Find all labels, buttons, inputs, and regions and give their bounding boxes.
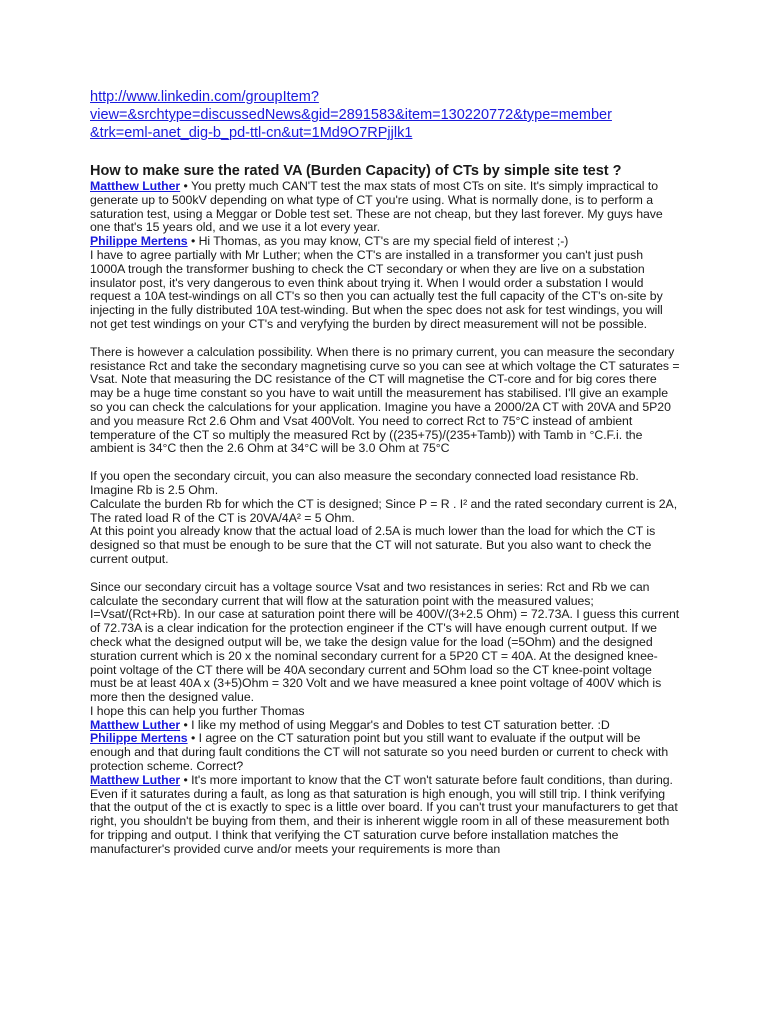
paragraph: Calculate the burden Rb for which the CT is designed; Since P = R . I² and the rated secondary current is 2A, The rated load R of the CT is 20VA/4A² = 5 Ohm. <box>90 496 678 525</box>
paragraph: At this point you already know that the actual load of 2.5A is much lower than the load for which the CT is designed so that must be enough to be sure that the CT will not saturate. But you also want to check the current output. <box>90 524 656 566</box>
paragraph-gap <box>90 456 680 470</box>
paragraph: I hope this can help you further Thomas <box>90 703 305 718</box>
post-matthew-1 <box>90 180 680 235</box>
paragraph: If you open the secondary circuit, you can also measure the secondary connected load resistance Rb. Imagine Rb is 2.5 Ohm. <box>90 469 639 497</box>
post-philippe-2 <box>90 732 680 773</box>
author-link-matthew[interactable]: Matthew Luther <box>90 179 181 193</box>
post-text: • It's more important to know that the CT won't saturate before fault conditions, than during. Even if it saturates during a fault, as long as that saturation is high enough, you will still trip. I think verifying that the output of the ct is exactly to spec is a little over board. If you can't trust your manufacturers to get that right, you shouldn't be buying from them, and their is inherent wiggle room in all of these measurement both for tripping and output. I think that verifying the CT saturation curve before installation matches the manufacturer's provided curve and/or meets your requirements is more than <box>90 772 678 856</box>
post-text: • I agree on the CT saturation point but you still want to evaluate if the output will be enough and that during fault conditions the CT will not saturate so you need burden or current to check with protection scheme. Correct? <box>90 731 669 774</box>
linkedin-link[interactable] <box>90 88 680 142</box>
paragraph: Since our secondary circuit has a voltage source Vsat and two resistances in series: Rct and Rb we can calculate the secondary current that will flow at the saturation point with the measured values; I=Vsat/(Rct+Rb). In our case at saturation point there will be 400V/(3+2.5 Ohm) = 72.73A. I guess this current of 72.73A is a clear indication for the protection engineer if the CT's will have enough current output. If we check what the designed output will be, we take the design value for the load (=5Ohm) and the designed sturation current which is 20 x the nominal secondary current for a 5P20 CT = 40A. At the designed knee-point voltage of the CT there will be 40A secondary current and 5Ohm load so the CT knee-point voltage must be at least 40A x (3+5)Ohm = 320 Volt and we have measured a knee point voltage of 400V which is more then the designed value. <box>90 579 680 705</box>
link-line-3[interactable]: &trk=eml-anet_dig-b_pd-ttl-cn&ut=1Md9O7RPjjlk1 <box>90 125 413 141</box>
link-line-1[interactable]: http://www.linkedin.com/groupItem? <box>90 89 319 105</box>
post-text: • You pretty much CAN'T test the max stats of most CTs on site. It's simply impractical to generate up to 500kV depending on what type of CT you're using. What is normally done, is to perform a saturation test, using a Meggar or Doble test set. These are not cheap, but they last forever. My guys have one that's 15 years old, and we use it a lot every year. <box>90 179 663 235</box>
discussion-body <box>90 180 680 857</box>
author-link-matthew[interactable]: Matthew Luther <box>90 717 181 732</box>
post-text: • Hi Thomas, as you may know, CT's are my special field of interest ;-) <box>187 234 569 249</box>
link-line-2[interactable]: view=&srchtype=discussedNews&gid=2891583&item=130220772&type=member <box>90 107 612 123</box>
document-page <box>90 88 680 857</box>
paragraph: I have to agree partially with Mr Luther; when the CT's are installed in a transformer you can't just push 1000A trough the transformer bushing to check the CT secondary or when they are live on a substation insulator post, it's very dangerous to even think about trying it. When I would order a substation I would request a 10A test-windings on all CT's so then you can actually test the full capacity of the CT's on-site by injecting in the fully distributed 10A test-winding. But when the spec does not ask for test windings, you will not get test windings on your CT's and veryfying the burden by direct measurement will not be possible. <box>90 247 663 331</box>
post-matthew-2 <box>90 719 680 733</box>
discussion-title: How to make sure the rated VA (Burden Capacity) of CTs by simple site test ? <box>90 163 622 179</box>
paragraph-gap <box>90 332 680 346</box>
post-matthew-3 <box>90 774 680 857</box>
author-link-philippe[interactable]: Philippe Mertens <box>90 731 188 746</box>
author-link-philippe[interactable]: Philippe Mertens <box>90 234 188 249</box>
paragraph-gap <box>90 567 680 581</box>
author-link-matthew[interactable]: Matthew Luther <box>90 772 181 787</box>
post-philippe-1 <box>90 235 680 249</box>
paragraph: There is however a calculation possibility. When there is no primary current, you can measure the secondary resistance Rct and take the secondary magnetising curve so you can see at which voltage the CT saturates = Vsat. Note that measuring the DC resistance of the CT will magnetise the CT-core and for big cores there may be a huge time constant so you have to wait untill the measurement has stabilised. I'll give an example so you can check the calculations for your application. Imagine you have a 2000/2A CT with 20VA and 5P20 and you measure Rct 2.6 Ohm and Vsat 400Volt. You need to correct Rct to 75°C instead of ambient temperature of the CT so multiply the measured Rct by ((235+75)/(235+Tamb)) with Tamb in °C.F.i. the ambient is 34°C then the 2.6 Ohm at 34°C will be 3.0 Ohm at 75°C <box>90 344 680 456</box>
post-text: • I like my method of using Meggar's and Dobles to test CT saturation better. :D <box>180 717 610 732</box>
